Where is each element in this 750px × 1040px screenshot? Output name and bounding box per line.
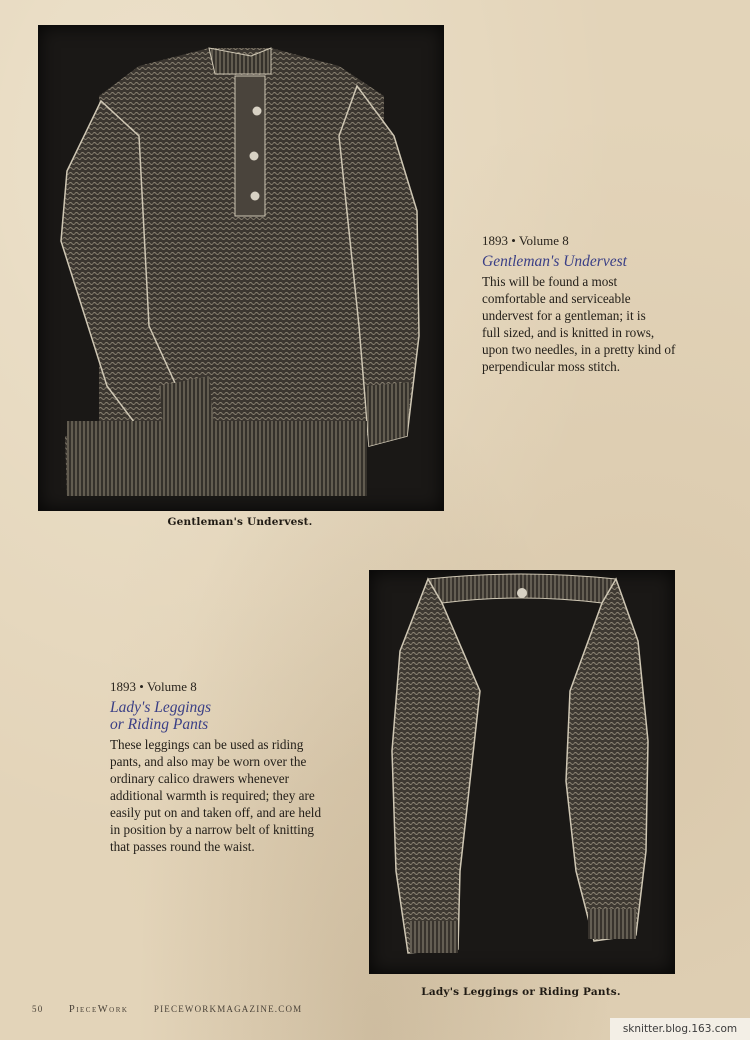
leggings-entry bbox=[110, 678, 360, 855]
button-3 bbox=[251, 192, 260, 201]
undervest-right-cuff bbox=[365, 382, 411, 446]
button-2 bbox=[250, 152, 259, 161]
waist-button bbox=[517, 588, 527, 598]
undervest-illustration bbox=[38, 25, 444, 511]
button-1 bbox=[253, 107, 262, 116]
undervest-left-cuff bbox=[159, 376, 217, 466]
magazine-name: PieceWork bbox=[68, 1004, 129, 1015]
magazine-website: PIECEWORKMAGAZINE.COM bbox=[153, 1004, 303, 1014]
leggings-right-cuff bbox=[588, 909, 636, 939]
leggings-engraving bbox=[370, 571, 674, 973]
leggings-title: Lady's Leggings or Riding Pants bbox=[110, 699, 212, 733]
undervest-description: This will be found a most comfortable and serviceable undervest for a gentleman; it is full sized, and is knitted in rows, upon two needles, in a pretty kind of perpendicular moss stitch. bbox=[482, 274, 676, 374]
page-number: 50 bbox=[32, 1004, 44, 1014]
undervest-caption: Gentleman's Undervest. bbox=[167, 516, 313, 528]
leggings-left-cuff bbox=[410, 921, 458, 953]
leggings-right-leg bbox=[566, 579, 648, 941]
leggings-illustration bbox=[369, 570, 675, 974]
undervest-engraving bbox=[39, 26, 443, 510]
leggings-reference: 1893 • Volume 8 bbox=[110, 679, 197, 694]
blog-watermark: sknitter.blog.163.com bbox=[610, 1018, 750, 1040]
undervest-placket bbox=[235, 76, 265, 216]
leggings-caption: Lady's Leggings or Riding Pants. bbox=[421, 986, 621, 998]
undervest-reference: 1893 • Volume 8 bbox=[482, 233, 569, 248]
undervest-entry bbox=[482, 232, 732, 375]
leggings-description: These leggings can be used as riding pants, and also may be worn over the ordinary calico drawers whenever additional warmth is required; they are easily put on and taken off, and are held in position by a narrow belt of knitting that passes round the waist. bbox=[110, 737, 322, 854]
leggings-left-leg bbox=[392, 579, 480, 953]
undervest-title: Gentleman's Underv​est bbox=[482, 253, 627, 270]
page-footer bbox=[32, 1004, 324, 1015]
undervest-hem-rib bbox=[67, 421, 367, 496]
